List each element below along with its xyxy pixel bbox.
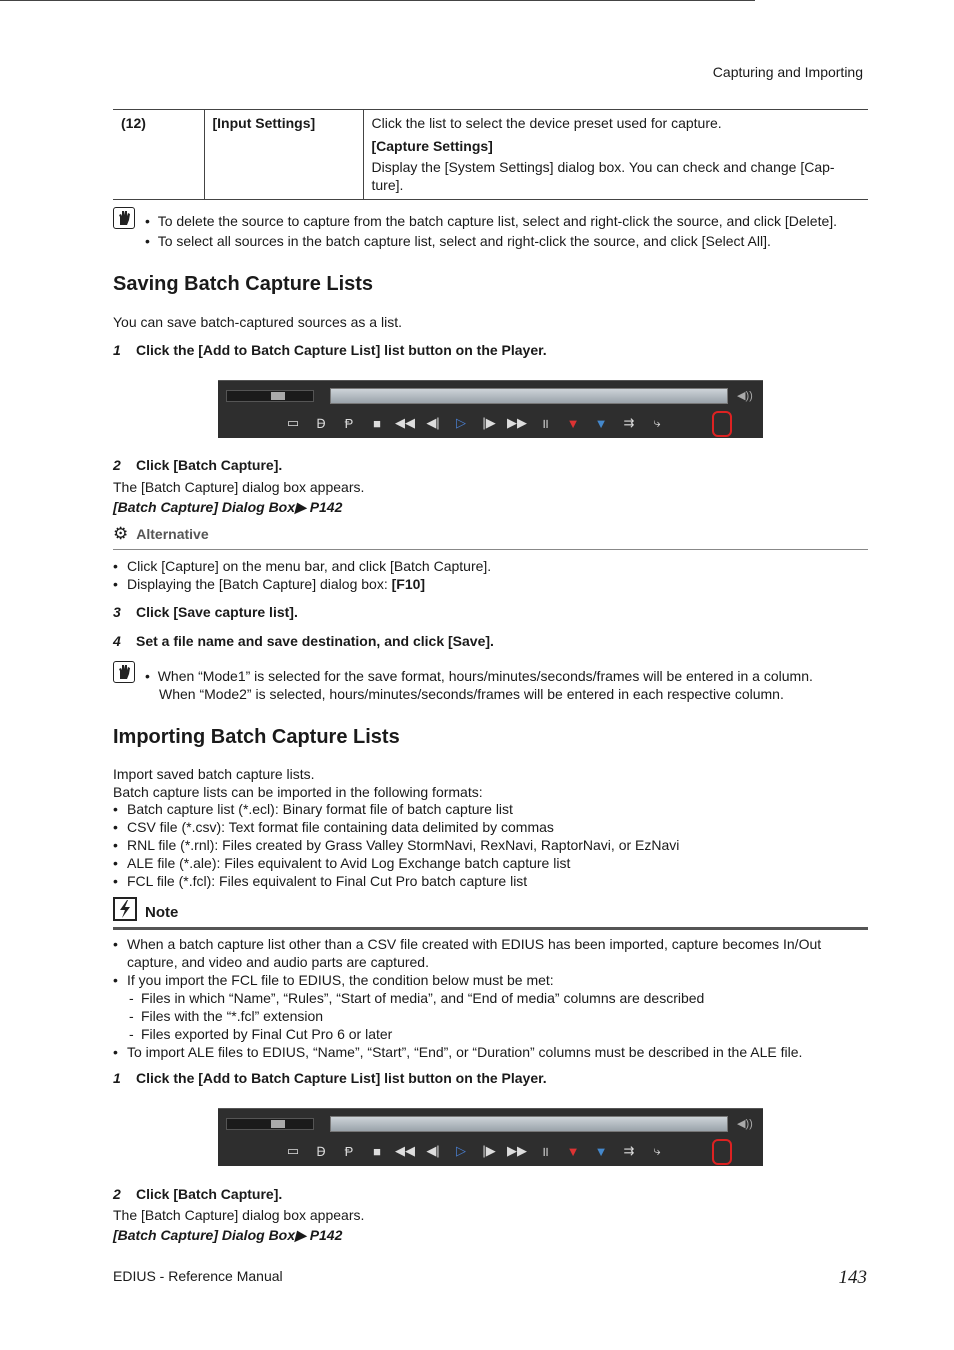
tip-list-1	[145, 211, 837, 251]
audio-slider[interactable]	[226, 1118, 314, 1130]
cross-reference[interactable]: [Batch Capture] Dialog Box▶ P142	[113, 1227, 343, 1243]
intro-line: Batch capture lists can be imported in the following formats:	[113, 784, 483, 800]
importing-intro	[113, 765, 483, 801]
play-icon[interactable]: ▷	[456, 1143, 466, 1158]
list-item: • If you import the FCL file to EDIUS, the condition below must be met:	[113, 971, 853, 989]
pause-icon[interactable]: ॥	[541, 416, 549, 431]
tape-icon[interactable]: ▭	[286, 415, 300, 430]
fast-forward-icon[interactable]: ▶▶	[507, 1143, 527, 1158]
running-header: Capturing and Importing	[712, 64, 863, 80]
speaker-icon[interactable]: ◀))	[737, 390, 753, 402]
list-item: • To delete the source to capture from the batch capture list, select and right-click the source, and click [Delete].	[145, 213, 838, 229]
sub-list-item: - Files exported by Final Cut Pro 6 or later	[113, 1025, 853, 1043]
player-toolbar	[218, 1108, 763, 1166]
highlight-add-to-batch-button[interactable]	[712, 411, 732, 437]
overwrite-icon[interactable]: ▼	[594, 1143, 608, 1159]
description-text: Click the list to select the device preset used for capture.	[371, 115, 722, 131]
player-buttons	[282, 413, 668, 433]
overwrite-icon[interactable]: ▼	[594, 415, 608, 431]
arrow-icon: ▶	[295, 499, 306, 515]
list-item: • FCL file (*.fcl): Files equivalent to Final Cut Pro batch capture list	[113, 872, 679, 890]
slider-handle[interactable]	[271, 1120, 285, 1128]
saving-intro: You can save batch-captured sources as a list.	[113, 314, 402, 330]
list-item: • To import ALE files to EDIUS, “Name”, “Start”, “End”, or “Duration” columns must be described in the ALE file.	[113, 1043, 853, 1061]
header-rule	[0, 0, 755, 1]
list-item: • When a batch capture list other than a CSV file created with EDIUS has been imported, capture becomes In/Out capture, and video and audio parts are captured.	[113, 935, 853, 971]
cross-reference[interactable]: [Batch Capture] Dialog Box▶ P142	[113, 499, 343, 515]
alternative-list	[113, 557, 491, 593]
step-1: 1 Click the [Add to Batch Capture List] list button on the Player.	[113, 342, 547, 358]
list-item: • RNL file (*.rnl): Files created by Grass Valley StormNavi, RexNavi, RaptorNavi, or EzNavi	[113, 836, 679, 854]
batch-icon[interactable]: ⇉	[623, 1143, 635, 1158]
position-bar[interactable]	[330, 1116, 728, 1132]
note-heading: Note	[113, 897, 178, 921]
tip-block-1	[113, 207, 135, 229]
position-bar[interactable]	[330, 388, 728, 404]
tape-icon[interactable]: ▭	[286, 1143, 300, 1158]
sub-item-title: [Capture Settings]	[371, 138, 493, 154]
list-item: • ALE file (*.ale): Files equivalent to Avid Log Exchange batch capture list	[113, 854, 679, 872]
list-item: • CSV file (*.csv): Text format file containing data delimited by commas	[113, 818, 679, 836]
intro-line: Import saved batch capture lists.	[113, 766, 315, 782]
step-forward-icon[interactable]: |▶	[482, 1143, 496, 1158]
alternative-heading: ⚙ Alternative	[113, 524, 209, 543]
hand-icon	[113, 207, 135, 229]
mark-out-icon[interactable]: Ᵽ	[344, 1143, 354, 1159]
note-icon	[113, 897, 137, 921]
sub-list-item: - Files in which “Name”, “Rules”, “Start of media”, and “End of media” columns are described	[113, 989, 853, 1007]
list-item: • Batch capture list (*.ecl): Binary format file of batch capture list	[113, 800, 679, 818]
format-list	[113, 800, 679, 890]
play-icon[interactable]: ▷	[456, 415, 466, 430]
list-item: • Click [Capture] on the menu bar, and click [Batch Capture].	[113, 557, 491, 575]
table-row	[113, 110, 868, 200]
sub-item-text: Display the [System Settings] dialog box. You can check and change [Cap-ture].	[371, 159, 835, 193]
list-item: • Displaying the [Batch Capture] dialog box: [F10]	[113, 575, 491, 593]
insert-icon[interactable]: ▼	[566, 415, 580, 431]
add-batch-list-icon[interactable]: ⤷	[653, 415, 661, 430]
step-2-result: The [Batch Capture] dialog box appears.	[113, 479, 365, 495]
page-number: 143	[838, 1267, 867, 1288]
section-title-saving: Saving Batch Capture Lists	[113, 273, 374, 295]
item-name: [Input Settings]	[204, 110, 363, 200]
highlight-add-to-batch-button[interactable]	[712, 1139, 732, 1165]
add-batch-list-icon[interactable]: ⤷	[653, 1143, 661, 1158]
list-item: • When “Mode1” is selected for the save format, hours/minutes/seconds/frames will be entered in a column.	[145, 668, 813, 684]
alternative-rule	[113, 549, 868, 550]
rewind-icon[interactable]: ◀◀	[395, 415, 415, 430]
section-title-importing: Importing Batch Capture Lists	[113, 726, 400, 748]
fast-forward-icon[interactable]: ▶▶	[507, 415, 527, 430]
note-rule	[113, 927, 868, 930]
audio-slider[interactable]	[226, 390, 314, 402]
item-description	[363, 110, 868, 200]
hand-icon	[113, 661, 135, 683]
footer-manual-title: EDIUS - Reference Manual	[113, 1268, 283, 1284]
insert-icon[interactable]: ▼	[566, 1143, 580, 1159]
slider-handle[interactable]	[271, 392, 285, 400]
step-3: 3 Click [Save capture list].	[113, 604, 298, 620]
player-toolbar	[218, 380, 763, 438]
list-item-continuation: When “Mode2” is selected, hours/minutes/seconds/frames will be entered in each respective column.	[159, 686, 784, 702]
sub-list-item: - Files with the “*.fcl” extension	[113, 1007, 853, 1025]
step-2: 2 Click [Batch Capture].	[113, 1186, 283, 1202]
step-back-icon[interactable]: ◀|	[426, 1143, 440, 1158]
step-4: 4 Set a file name and save destination, and click [Save].	[113, 633, 494, 649]
speaker-icon[interactable]: ◀))	[737, 1118, 753, 1130]
player-buttons	[282, 1141, 668, 1161]
mark-out-icon[interactable]: Ᵽ	[344, 415, 354, 431]
tip-list-2	[145, 667, 813, 703]
pause-icon[interactable]: ॥	[541, 1144, 549, 1159]
arrow-icon: ▶	[295, 1227, 306, 1243]
step-back-icon[interactable]: ◀|	[426, 415, 440, 430]
mark-in-icon[interactable]: Ꟈ	[316, 1144, 326, 1159]
tip-block-2	[113, 661, 135, 683]
stop-icon[interactable]: ■	[373, 1143, 381, 1159]
stop-icon[interactable]: ■	[373, 415, 381, 431]
step-2-result: The [Batch Capture] dialog box appears.	[113, 1207, 365, 1223]
step-forward-icon[interactable]: |▶	[482, 415, 496, 430]
step-2: 2 Click [Batch Capture].	[113, 457, 283, 473]
note-list	[113, 935, 853, 1061]
gear-icon: ⚙	[113, 524, 129, 543]
rewind-icon[interactable]: ◀◀	[395, 1143, 415, 1158]
mark-in-icon[interactable]: Ꟈ	[316, 416, 326, 431]
item-number: (12)	[113, 110, 204, 200]
step-1: 1 Click the [Add to Batch Capture List] list button on the Player.	[113, 1070, 547, 1086]
list-item: • To select all sources in the batch capture list, select and right-click the source, and click [Select All].	[145, 233, 771, 249]
batch-icon[interactable]: ⇉	[623, 415, 635, 430]
parameter-table	[113, 109, 868, 200]
